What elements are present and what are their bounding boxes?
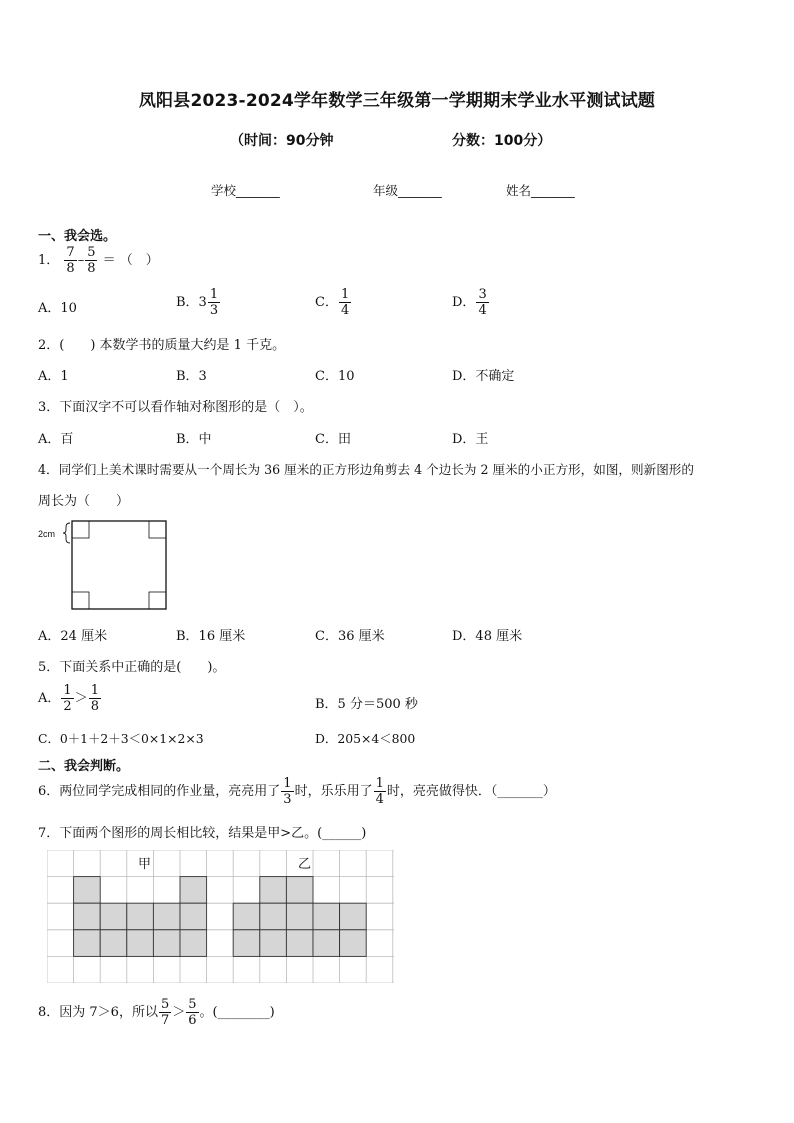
q1-fraction-a: $\frac{7}{8}$ <box>66 245 75 276</box>
q4-figure-label: 2cm <box>38 529 56 539</box>
question-2: 2．( ) 本数学书的质量大约是 1 千克。 <box>38 338 286 353</box>
q3-option-b[interactable]: B．中 <box>176 432 212 447</box>
question-1 <box>38 245 159 276</box>
yi-cell <box>340 930 367 957</box>
q7-grid-figure <box>47 850 394 983</box>
question-7: 7．下面两个图形的周长相比较，结果是甲>乙。(______) <box>38 826 367 841</box>
jia-cell <box>74 930 101 957</box>
q2-option-b[interactable]: B．3 <box>176 369 207 384</box>
q1-fraction-b: $\frac{5}{8}$ <box>87 245 96 276</box>
label-yi: 乙 <box>298 857 312 872</box>
exam-score: 分数：100分） <box>452 133 552 149</box>
q1-option-d[interactable]: D． $\frac{3}{4}$ <box>452 287 487 318</box>
corner-square-br <box>149 592 166 609</box>
jia-cell <box>180 930 207 957</box>
q3-option-a[interactable]: A．百 <box>38 432 74 447</box>
yi-cell <box>313 930 340 957</box>
q2-option-a[interactable]: A．1 <box>38 369 69 384</box>
exam-time: （时间：90分钟 <box>230 133 334 149</box>
label-jia: 甲 <box>138 857 152 872</box>
question-3: 3．下面汉字不可以看作轴对称图形的是（ ）。 <box>38 400 313 415</box>
corner-square-tr <box>149 521 166 538</box>
jia-cell <box>153 903 180 930</box>
grade-field[interactable]: 年级_______ <box>373 183 442 198</box>
q3-option-c[interactable]: C．田 <box>315 432 351 447</box>
corner-square-bl <box>72 592 89 609</box>
yi-cell <box>286 877 313 904</box>
yi-cell <box>233 930 260 957</box>
section-2-heading: 二、我会判断。 <box>38 759 130 774</box>
yi-cell <box>260 903 287 930</box>
q4-square-figure <box>36 515 171 613</box>
name-field[interactable]: 姓名_______ <box>506 183 575 198</box>
jia-cell <box>100 930 127 957</box>
question-5: 5．下面关系中正确的是( )。 <box>38 660 226 675</box>
yi-cell <box>260 930 287 957</box>
exam-title: 凤阳县2023-2024学年数学三年级第一学期期末学业水平测试试题 <box>138 91 656 111</box>
yi-cell <box>286 903 313 930</box>
q4-option-a[interactable]: A．24 厘米 <box>38 629 108 644</box>
yi-cell <box>286 930 313 957</box>
jia-cell <box>74 903 101 930</box>
q4-option-d[interactable]: D．48 厘米 <box>452 629 523 644</box>
q1-option-a[interactable]: A．10 <box>38 301 77 316</box>
question-8: 8．因为 7＞6，所以 $\frac{5}{7}$ ＞ $\frac{5}{6}$ 。(________) <box>38 997 275 1028</box>
q5-option-c[interactable]: C．0＋1＋2＋3＜0×1×2×3 <box>38 731 204 746</box>
yi-cell <box>313 903 340 930</box>
q1-option-b[interactable]: B．3 $\frac{1}{3}$ <box>176 287 219 318</box>
q3-option-d[interactable]: D．王 <box>452 432 489 447</box>
q4-option-c[interactable]: C．36 厘米 <box>315 629 385 644</box>
corner-square-tl <box>72 521 89 538</box>
jia-cell <box>127 903 154 930</box>
brace-icon <box>63 523 70 543</box>
q2-option-d[interactable]: D．不确定 <box>452 369 515 384</box>
q1-minus: – <box>77 253 85 268</box>
yi-cell <box>233 903 260 930</box>
question-4-line2: 周长为（ ） <box>38 494 130 509</box>
jia-cell <box>100 903 127 930</box>
q5-option-a[interactable]: A． $\frac{1}{2}$ ＞ $\frac{1}{8}$ <box>38 683 99 714</box>
jia-cell <box>180 877 207 904</box>
jia-cell <box>180 903 207 930</box>
yi-cell <box>260 877 287 904</box>
big-square <box>72 521 166 609</box>
q1-tail: ＝ （ ） <box>102 253 159 268</box>
q1-option-c[interactable]: C． $\frac{1}{4}$ <box>315 287 350 318</box>
jia-cell <box>153 930 180 957</box>
question-6: 6．两位同学完成相同的作业量，亮亮用了 $\frac{1}{3}$ 时，乐乐用了 $\frac{1}{4}$ 时，亮亮做得快．（_______） <box>38 776 556 807</box>
jia-cell <box>127 930 154 957</box>
jia-cell <box>74 877 101 904</box>
q2-option-c[interactable]: C．10 <box>315 369 355 384</box>
q4-option-b[interactable]: B．16 厘米 <box>176 629 246 644</box>
q5-option-d[interactable]: D．205×4＜800 <box>315 731 416 746</box>
q1-number: 1． <box>38 253 60 268</box>
q5-option-b[interactable]: B．5 分＝500 秒 <box>315 697 418 712</box>
section-1-heading: 一、我会选。 <box>38 229 117 244</box>
question-4-line1: 4．同学们上美术课时需要从一个周长为 36 厘米的正方形边角剪去 4 个边长为 2 厘米的小正方形，如图，则新图形的 <box>38 462 694 477</box>
school-field[interactable]: 学校_______ <box>211 183 280 198</box>
yi-cell <box>340 903 367 930</box>
